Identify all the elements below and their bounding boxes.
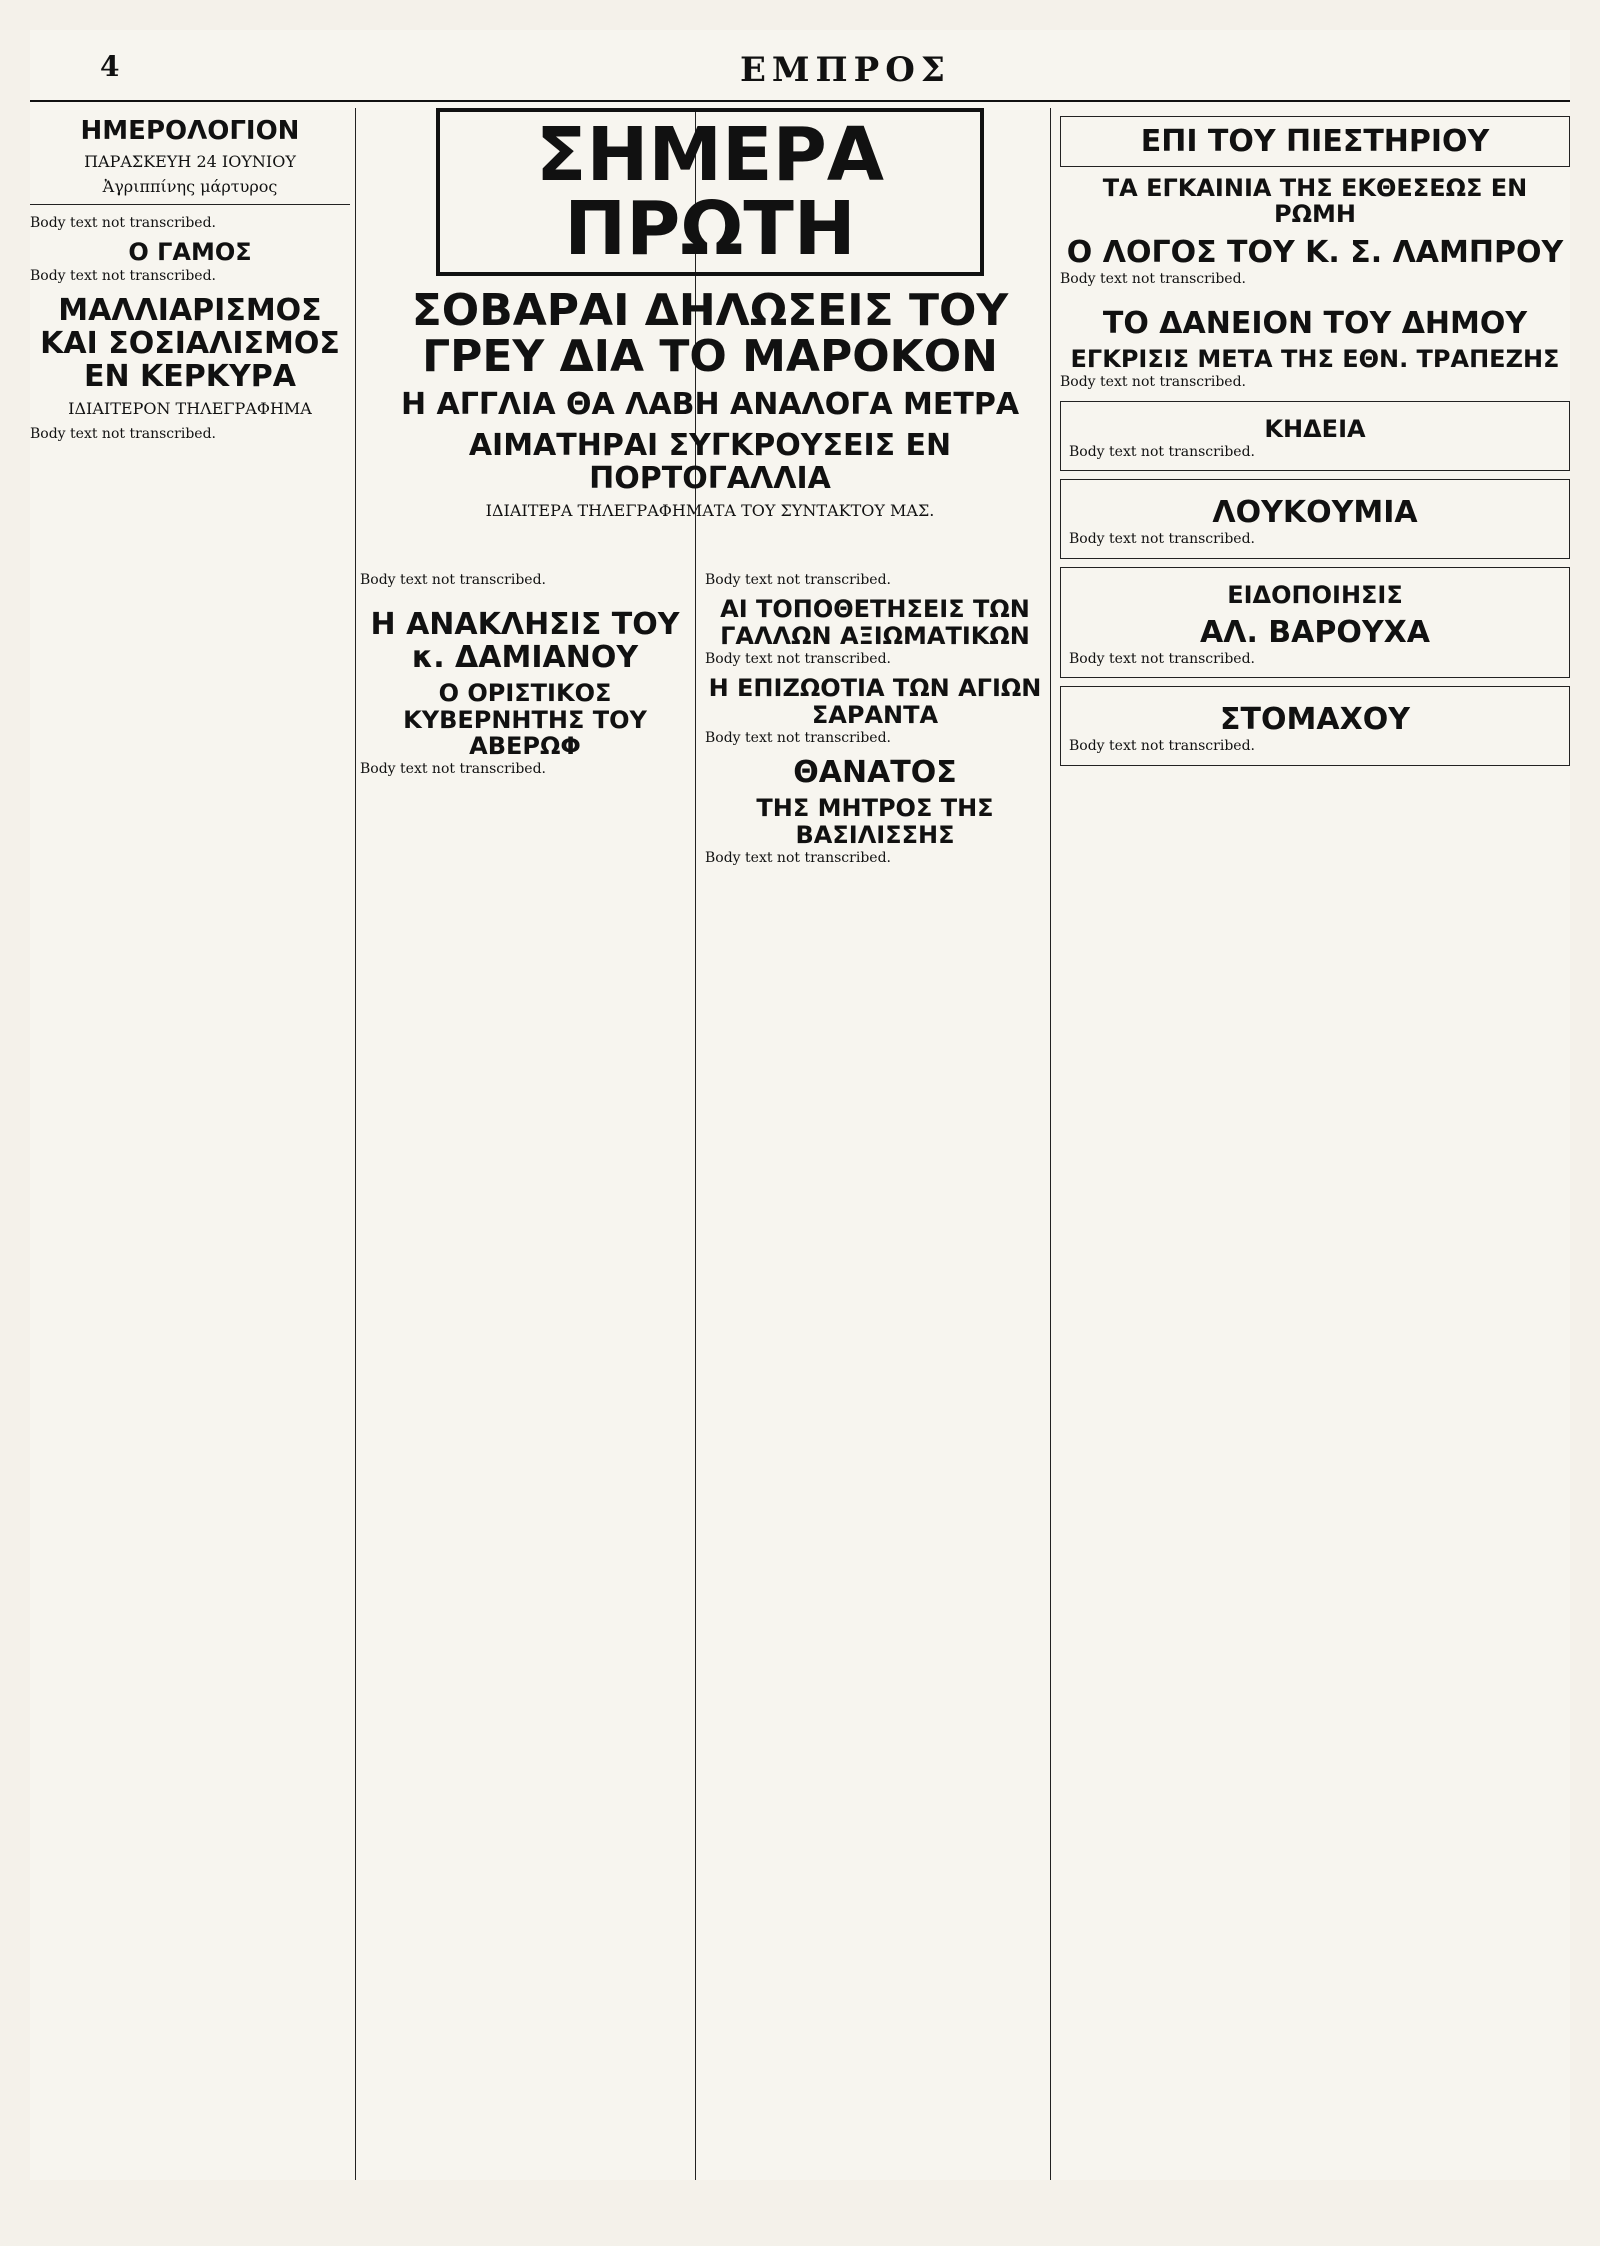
headline: ΤΑ ΕΓΚΑΙΝΙΑ ΤΗΣ ΕΚΘΕΣΕΩΣ ΕΝ ΡΩΜΗ (1102, 174, 1528, 229)
advertisement-box (1060, 479, 1570, 558)
article-body: Body text not transcribed. (30, 215, 216, 231)
top-banner: ΕΠΙ ΤΟΥ ΠΙΕΣΤΗΡΙΟΥ (1060, 116, 1570, 167)
lower-headline: Η ΑΝΑΚΛΗΣΙΣ ΤΟΥ κ. ΔΑΜΙΑΝΟΥ (370, 607, 680, 676)
center-banner (360, 108, 1060, 526)
diary-title: ΗΜΕΡΟΛΟΓΙΟΝ (80, 116, 300, 146)
page-number: 4 (100, 50, 120, 83)
article-body: Body text not transcribed. (705, 651, 891, 668)
section-heading: Ο ΓΑΜΟΣ (128, 238, 252, 267)
right-center-column (705, 570, 1045, 2180)
subheadline: ΑΙΜΑΤΗΡΑΙ ΣΥΓΚΡΟΥΣΕΙΣ ΕΝ ΠΟΡΤΟΓΑΛΛΙΑ (468, 428, 952, 497)
advertisement-box (1060, 567, 1570, 679)
subheadline: Ο ΛΟΓΟΣ ΤΟΥ Κ. Σ. ΛΑΜΠΡΟΥ (1066, 234, 1564, 270)
article-body: Body text not transcribed. (30, 267, 216, 284)
ad-title: ΣΤΟΜΑΧΟΥ (1220, 702, 1410, 738)
right-column (1060, 108, 1570, 2180)
advertisement-box (1060, 686, 1570, 765)
ad-subtitle: ΑΛ. ΒΑΡΟΥΧΑ (1200, 615, 1430, 651)
section-heading: ΑΙ ΤΟΠΟΘΕΤΗΣΕΙΣ ΤΩΝ ΓΑΛΛΩΝ ΑΞΙΩΜΑΤΙΚΩΝ (720, 595, 1030, 650)
newspaper-page (30, 30, 1570, 2180)
article-body: Body text not transcribed. (705, 572, 891, 588)
masthead: ΕΜΠΡΟΣ (740, 50, 951, 90)
loan-subheadline: ΕΓΚΡΙΣΙΣ ΜΕΤΑ ΤΗΣ ΕΘΝ. ΤΡΑΠΕΖΗΣ (1070, 345, 1560, 374)
section-heading: ΜΑΛΛΙΑΡΙΣΜΟΣ ΚΑΙ ΣΟΣΙΑΛΙΣΜΟΣ ΕΝ ΚΕΡΚΥΡΑ (40, 292, 340, 394)
article-body: Body text not transcribed. (30, 425, 216, 442)
section-heading: Η ΕΠΙΖΩΟΤΙΑ ΤΩΝ ΑΓΙΩΝ ΣΑΡΑΝΤΑ (708, 674, 1042, 729)
ad-body: Body text not transcribed. (1069, 738, 1255, 755)
page-header (30, 30, 1570, 102)
ad-body: Body text not transcribed. (1069, 531, 1255, 548)
subheadline: ΙΔΙΑΙΤΕΡΑ ΤΗΛΕΓΡΑΦΗΜΑΤΑ ΤΟΥ ΣΥΝΤΑΚΤΟΥ ΜΑΣ. (485, 501, 935, 521)
date-line: ΠΑΡΑΣΚΕΥΗ 24 ΙΟΥΝΙΟΥ (84, 152, 296, 171)
subheadline: Η ΑΓΓΛΙΑ ΘΑ ΛΑΒΗ ΑΝΑΛΟΓΑ ΜΕΤΡΑ (400, 387, 1020, 423)
article-body: Body text not transcribed. (705, 730, 891, 747)
death-subheading: ΤΗΣ ΜΗΤΡΟΣ ΤΗΣ ΒΑΣΙΛΙΣΣΗΣ (756, 794, 994, 849)
article-body: Body text not transcribed. (360, 761, 546, 778)
main-headline: ΣΟΒΑΡΑΙ ΔΗΛΩΣΕΙΣ ΤΟΥ ΓΡΕΥ ΔΙΑ ΤΟ ΜΑΡΟΚΟΝ (411, 285, 1009, 383)
article-body: Body text not transcribed. (1060, 374, 1246, 391)
ad-title: ΛΟΥΚΟΥΜΙΑ (1212, 495, 1418, 531)
section-subheading: ΙΔΙΑΙΤΕΡΟΝ ΤΗΛΕΓΡΑΦΗΜΑ (68, 398, 312, 418)
advertisement-box (1060, 401, 1570, 472)
article-body: Body text not transcribed. (360, 572, 546, 588)
center-column (360, 570, 690, 2180)
ad-title: ΚΗΔΕΙΑ (1264, 414, 1366, 443)
article-body: Body text not transcribed. (705, 850, 891, 867)
loan-headline: ΤΟ ΔΑΝΕΙΟΝ ΤΟΥ ΔΗΜΟΥ (1102, 306, 1528, 342)
divider (30, 204, 350, 205)
death-heading: ΘΑΝΑΤΟΣ (793, 755, 957, 791)
martyr-line: Ἀγριππίνης μάρτυρος (102, 177, 278, 196)
left-column (30, 108, 350, 2180)
kicker-title: ΣΗΜΕΡΑ ΠΡΩΤΗ (436, 108, 984, 276)
ad-body: Body text not transcribed. (1069, 444, 1255, 461)
lower-subhead: Ο ΟΡΙΣΤΙΚΟΣ ΚΥΒΕΡΝΗΤΗΣ ΤΟΥ ΑΒΕΡΩΦ (403, 679, 647, 761)
article-body: Body text not transcribed. (1060, 270, 1246, 287)
ad-title: ΕΙΔΟΠΟΙΗΣΙΣ (1227, 580, 1403, 609)
column-rule (355, 108, 356, 2180)
ad-body: Body text not transcribed. (1069, 651, 1255, 668)
